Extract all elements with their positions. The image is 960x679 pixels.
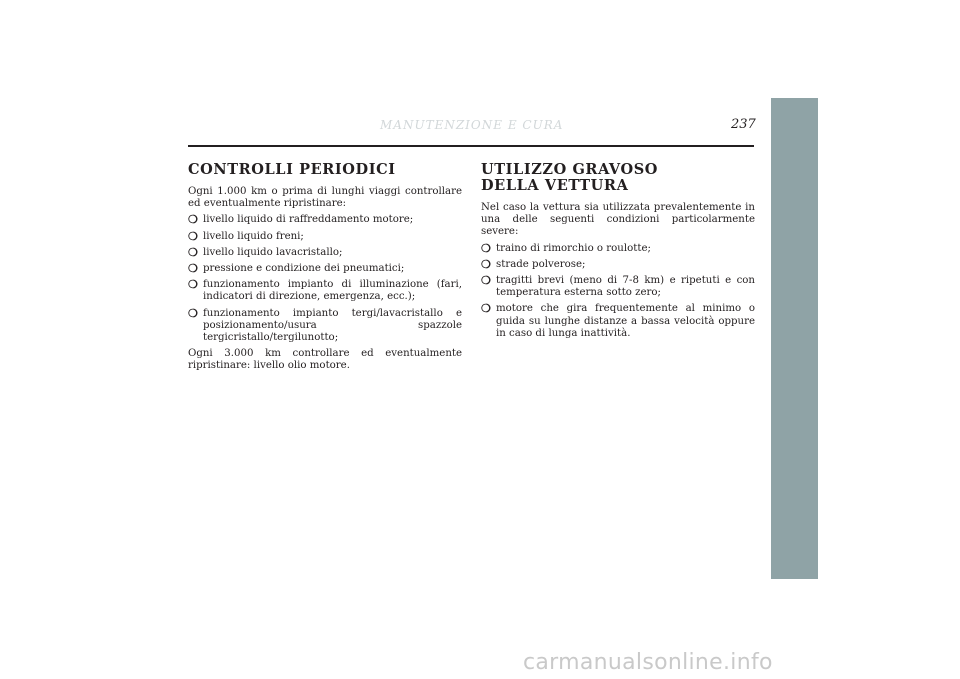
list-item: ❍ traino di rimorchio o roulotte;	[481, 241, 651, 255]
header-rule	[188, 145, 754, 147]
page-number: 237	[731, 117, 756, 132]
intro-paragraph: Nel caso la vettura sia utilizzata prevalentemente in una delle seguenti condizioni particolarmente severe:	[481, 202, 755, 238]
bullet-icon: ❍	[188, 278, 198, 292]
bullet-icon: ❍	[481, 257, 491, 271]
section-title-controlli: CONTROLLI PERIODICI	[188, 161, 396, 178]
left-column	[188, 162, 462, 377]
bullet-icon: ❍	[188, 213, 198, 227]
intro-paragraph: Ogni 1.000 km o prima di lunghi viaggi controllare ed eventualmente ripristinare:	[188, 186, 462, 210]
list-item: ❍ livello liquido lavacristallo;	[188, 245, 343, 259]
condition-list	[481, 243, 755, 340]
right-column	[481, 162, 755, 344]
list-item: ❍ livello liquido di raffreddamento motore;	[188, 213, 414, 227]
bullet-icon: ❍	[481, 274, 491, 288]
list-item: ❍ livello liquido freni;	[188, 229, 304, 243]
bullet-icon: ❍	[481, 241, 491, 255]
list-item: ❍ tragitti brevi (meno di 7-8 km) e ripetuti e con temperatura esterna sotto zero;	[481, 274, 755, 299]
list-item: ❍ pressione e condizione dei pneumatici;	[188, 262, 405, 276]
bullet-icon: ❍	[188, 262, 198, 276]
bullet-icon: ❍	[481, 302, 491, 316]
bullet-icon: ❍	[188, 245, 198, 259]
list-item: ❍ funzionamento impianto tergi/lavacristallo e posizionamento/usura spazzole tergicristallo/tergilunotto;	[188, 306, 462, 344]
outro-paragraph: Ogni 3.000 km controllare ed eventualmente ripristinare: livello olio motore.	[188, 348, 462, 372]
list-item: ❍ strade polverose;	[481, 257, 586, 271]
bullet-icon: ❍	[188, 306, 198, 320]
bullet-icon: ❍	[188, 229, 198, 243]
section-title-utilizzo: UTILIZZO GRAVOSO DELLA VETTURA	[481, 161, 659, 194]
watermark: carmanualsonline.info	[523, 650, 773, 675]
list-item: ❍ motore che gira frequentemente al minimo o guida su lunghe distanze a bassa velocità oppure in caso di lunga inattività.	[481, 302, 755, 339]
chapter-tab	[771, 98, 818, 579]
running-head: MANUTENZIONE E CURA	[380, 118, 564, 132]
list-item: ❍ funzionamento impianto di illuminazione (fari, indicatori di direzione, emergenza, ecc.);	[188, 278, 462, 303]
check-list	[188, 214, 462, 344]
